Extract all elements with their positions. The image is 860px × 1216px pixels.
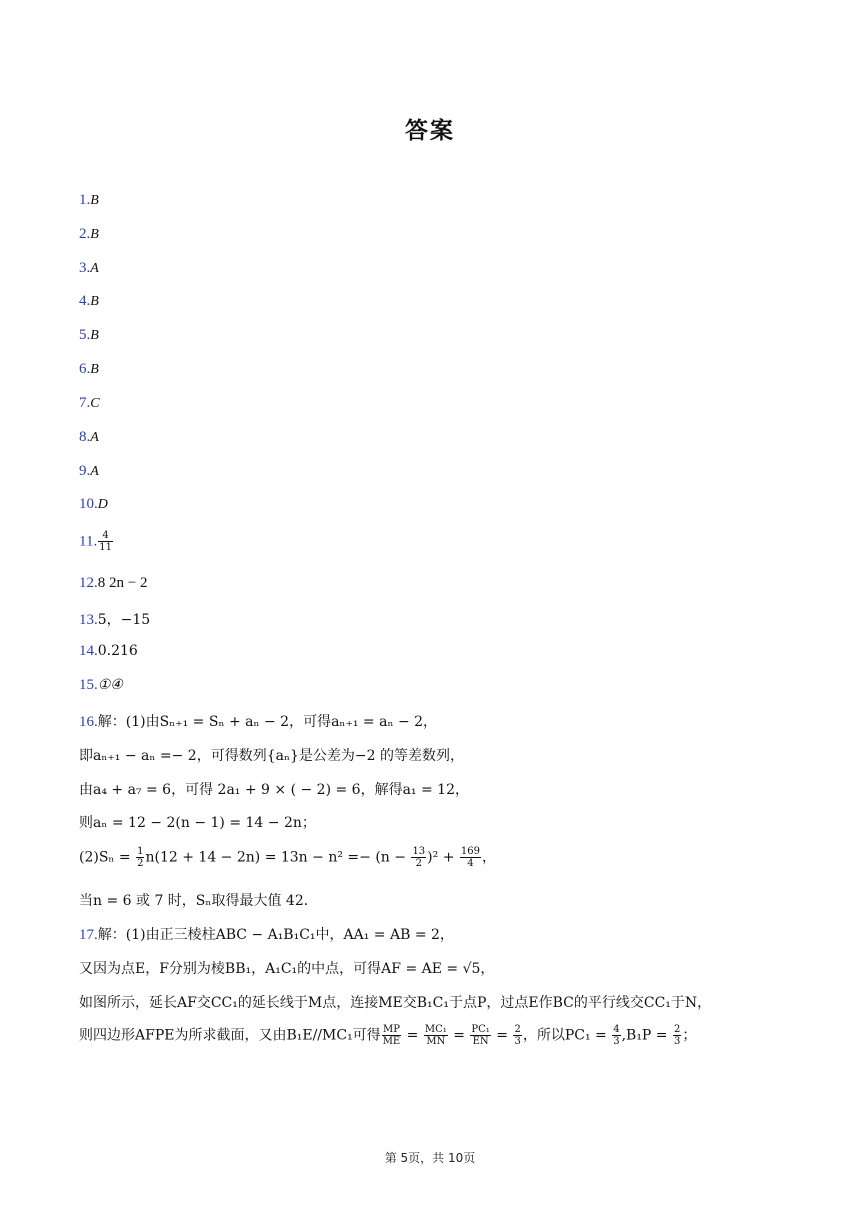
fraction-numerator: MC₁ [424, 1024, 447, 1035]
fraction [612, 1024, 620, 1047]
fraction-denominator: 3 [514, 1036, 521, 1047]
solution-line [79, 1024, 696, 1047]
answer-line [79, 361, 99, 378]
fraction-denominator: 3 [613, 1036, 620, 1047]
formula-text: ,B₁P = [621, 1027, 672, 1044]
question-number: 16. [79, 714, 98, 730]
answer-line [79, 260, 99, 277]
answer-value: B [90, 362, 99, 377]
solution-line [79, 711, 437, 731]
answer-value: B [90, 294, 99, 309]
answer-line [79, 609, 150, 629]
fraction [98, 530, 113, 553]
solution-line [79, 846, 496, 869]
fraction [424, 1024, 448, 1047]
question-number: 14. [79, 643, 98, 659]
question-number: 3. [79, 260, 91, 276]
answer-line [79, 429, 99, 446]
fraction-numerator: MP [382, 1024, 400, 1035]
question-number: 13. [79, 612, 98, 628]
answer-line [79, 327, 99, 344]
answer-value: B [90, 328, 99, 343]
answer-value: C [90, 396, 100, 411]
answer-line [79, 226, 99, 243]
formula-text: (2)Sₙ = [79, 849, 136, 866]
fraction-numerator: 169 [460, 846, 480, 857]
fraction-denominator: MN [426, 1036, 446, 1047]
fraction-denominator: 2 [137, 858, 144, 869]
solution-line: 又因为点E，F分别为棱BB₁，A₁C₁的中点，可得AF = AE = √5， [79, 961, 495, 977]
answer-line [79, 463, 99, 480]
fraction-denominator: EN [472, 1036, 489, 1047]
question-number: 7. [79, 395, 91, 411]
answer-value: A [90, 261, 99, 276]
question-number: 4. [79, 293, 91, 309]
question-number: 1. [79, 192, 91, 208]
formula-text: = [491, 1027, 513, 1044]
formula-text: ； [682, 1027, 697, 1044]
solution-text: 解：(1)由正三棱柱ABC − A₁B₁C₁中，AA₁ = AB = 2， [97, 927, 454, 943]
fraction-numerator: 2 [514, 1024, 521, 1035]
fraction-denominator: 3 [673, 1036, 681, 1047]
formula-text: ，所以PC₁ = [522, 1027, 612, 1044]
question-number: 11. [79, 533, 98, 550]
answer-value: 0.216 [97, 643, 138, 659]
fraction [673, 1024, 681, 1047]
page-footer: 第 5页，共 10页 [384, 1151, 476, 1165]
answer-value: B [90, 193, 99, 208]
fraction [460, 846, 481, 869]
question-number: 12. [79, 575, 98, 591]
solution-line: 当n = 6 或 7 时，Sₙ取得最大值 42． [79, 893, 318, 909]
fraction [136, 846, 144, 869]
fraction-numerator: 2 [673, 1024, 681, 1035]
answer-line [79, 677, 123, 694]
fraction-denominator: 4 [467, 858, 474, 869]
solution-line: 即aₙ₊₁ − aₙ =− 2，可得数列{aₙ}是公差为−2 的等差数列， [79, 748, 465, 764]
page-title: 答案 [405, 118, 455, 144]
solution-text: 解：(1)由Sₙ₊₁ = Sₙ + aₙ − 2，可得aₙ₊₁ = aₙ − 2， [97, 714, 438, 730]
fraction-numerator: 4 [98, 530, 113, 542]
answer-line [79, 496, 108, 513]
answer-line [79, 293, 99, 310]
fraction-denominator: 11 [99, 542, 112, 553]
question-number: 9. [79, 463, 91, 479]
answer-value: A [90, 430, 99, 445]
fraction-numerator: 13 [412, 846, 426, 857]
solution-line: 由a₄ + a₇ = 6，可得 2a₁ + 9 × ( − 2) = 6，解得a₁ = 12， [79, 782, 469, 798]
formula-text: 则四边形AFPE为所求截面，又由B₁E//MC₁可得 [79, 1027, 381, 1044]
fraction [513, 1024, 521, 1047]
fraction-numerator: 4 [613, 1024, 620, 1035]
answer-value: A [90, 464, 99, 479]
answer-value: D [97, 497, 108, 512]
fraction-denominator: 2 [415, 858, 422, 869]
question-number: 17. [79, 927, 98, 943]
formula-text: = [448, 1027, 470, 1044]
question-number: 2. [79, 226, 91, 242]
question-number: 6. [79, 361, 91, 377]
solution-line: 如图所示，延长AF交CC₁的延长线于M点，连接ME交B₁C₁于点P，过点E作BC的平行线交CC₁于N， [79, 995, 712, 1011]
answer-value: 5，−15 [97, 612, 151, 628]
question-number: 10. [79, 496, 98, 512]
answer-value: ①④ [97, 678, 123, 693]
answer-line [79, 643, 138, 660]
answer-line [79, 530, 114, 553]
solution-line: 则aₙ = 12 − 2(n − 1) = 14 − 2n； [79, 815, 316, 831]
fraction-numerator: PC₁ [471, 1024, 490, 1035]
answer-line [79, 395, 100, 412]
fraction [382, 1024, 402, 1047]
fraction [470, 1024, 490, 1047]
answer-line [79, 575, 147, 592]
formula-text: )² + [427, 849, 459, 866]
answer-value: B [90, 227, 99, 242]
solution-line [79, 924, 454, 944]
question-number: 8. [79, 429, 91, 445]
formula-text: = [402, 1027, 423, 1044]
answer-value: 8 2n − 2 [97, 575, 148, 591]
fraction [411, 846, 426, 869]
formula-text: n(12 + 14 − 2n) = 13n − n² =− (n − [145, 849, 411, 866]
question-number: 15. [79, 677, 98, 693]
formula-text: ， [481, 849, 496, 866]
answer-line [79, 192, 99, 209]
fraction-denominator: ME [382, 1036, 401, 1047]
question-number: 5. [79, 327, 91, 343]
fraction-numerator: 1 [137, 846, 144, 857]
